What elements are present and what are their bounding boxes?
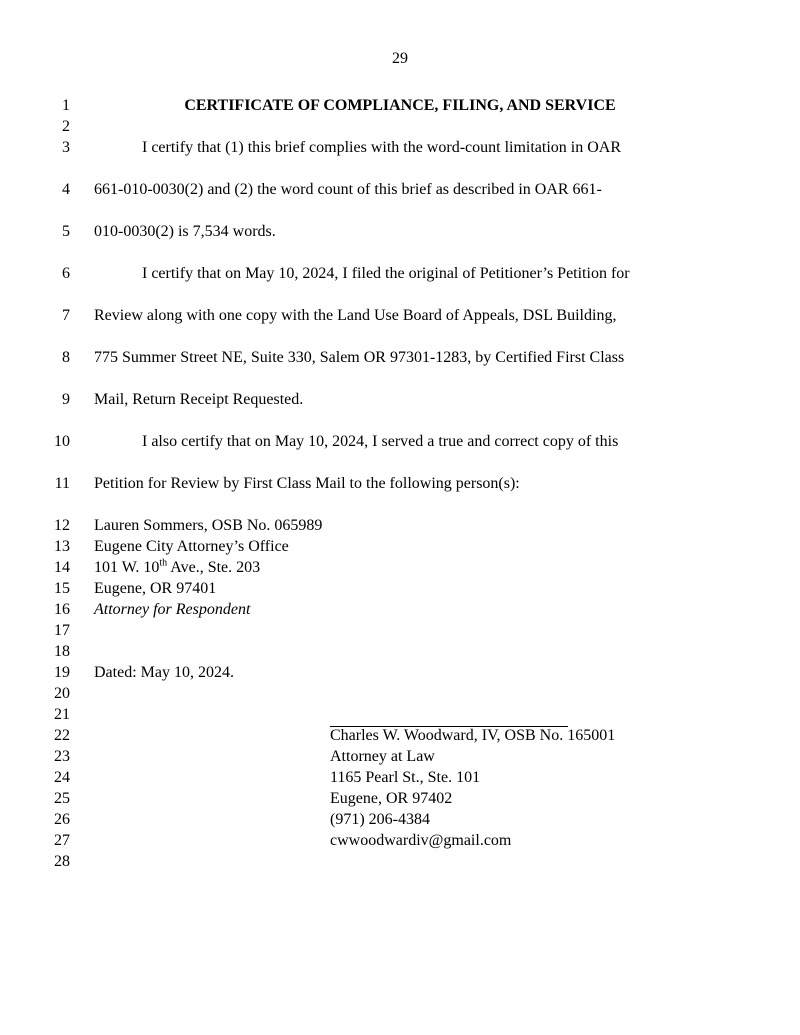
line-number: 8 [62,349,70,366]
compliance-paragraph-line: 661-010-0030(2) and (2) the word count of this brief as described in OAR 661- [94,181,602,198]
line-number: 25 [54,790,70,807]
recipient-street-prefix: 101 W. 10 [94,559,160,576]
compliance-paragraph-line: 010-0030(2) is 7,534 words. [94,223,276,240]
line-number: 27 [54,832,70,849]
recipient-role: Attorney for Respondent [94,601,251,618]
signer-name: Charles W. Woodward, IV, OSB No. 165001 [330,727,616,744]
recipient-street [94,558,260,578]
line-number: 5 [62,223,70,240]
filing-paragraph-line: 775 Summer Street NE, Suite 330, Salem OR 97301-1283, by Certified First Class [94,349,625,366]
signer-street: 1165 Pearl St., Ste. 101 [330,769,481,786]
dated-line: Dated: May 10, 2024. [94,664,234,681]
line-number: 6 [62,265,70,282]
service-paragraph-line: Petition for Review by First Class Mail to the following person(s): [94,475,520,492]
recipient-name: Lauren Sommers, OSB No. 065989 [94,517,323,534]
line-number: 28 [54,853,70,870]
line-number: 16 [54,601,70,618]
line-number: 24 [54,769,70,786]
signer-title: Attorney at Law [330,748,435,765]
line-number: 18 [54,643,70,660]
line-number: 1 [62,97,70,114]
page-number: 29 [392,50,408,67]
filing-paragraph-line: Review along with one copy with the Land Use Board of Appeals, DSL Building, [94,307,617,324]
signer-city: Eugene, OR 97402 [330,790,453,807]
recipient-office: Eugene City Attorney’s Office [94,538,289,555]
compliance-paragraph-line: I certify that (1) this brief complies with the word-count limitation in OAR [142,139,622,156]
line-number: 15 [54,580,70,597]
line-number: 12 [54,517,70,534]
recipient-street-suffix: Ave., Ste. 203 [167,559,261,576]
line-number: 3 [62,139,70,156]
line-number: 17 [54,622,70,639]
line-number: 20 [54,685,70,702]
certificate-title: CERTIFICATE OF COMPLIANCE, FILING, AND SERVICE [184,97,616,114]
line-number: 2 [62,118,70,135]
line-number: 26 [54,811,70,828]
service-paragraph-line: I also certify that on May 10, 2024, I served a true and correct copy of this [142,433,619,450]
line-number: 22 [54,727,70,744]
line-number: 23 [54,748,70,765]
line-number: 19 [54,664,70,681]
line-number: 9 [62,391,70,408]
line-number: 7 [62,307,70,324]
signer-phone: (971) 206-4384 [330,811,430,828]
filing-paragraph-line: Mail, Return Receipt Requested. [94,391,304,408]
filing-paragraph-line: I certify that on May 10, 2024, I filed the original of Petitioner’s Petition for [142,265,630,282]
line-number: 4 [62,181,70,198]
line-number: 10 [54,433,70,450]
line-number: 14 [54,559,70,576]
line-number: 11 [54,475,70,492]
line-number: 21 [54,706,70,723]
recipient-city: Eugene, OR 97401 [94,580,217,597]
recipient-street-ordinal: th [159,557,168,569]
signer-email: cwwoodwardiv@gmail.com [330,832,512,849]
line-number: 13 [54,538,70,555]
